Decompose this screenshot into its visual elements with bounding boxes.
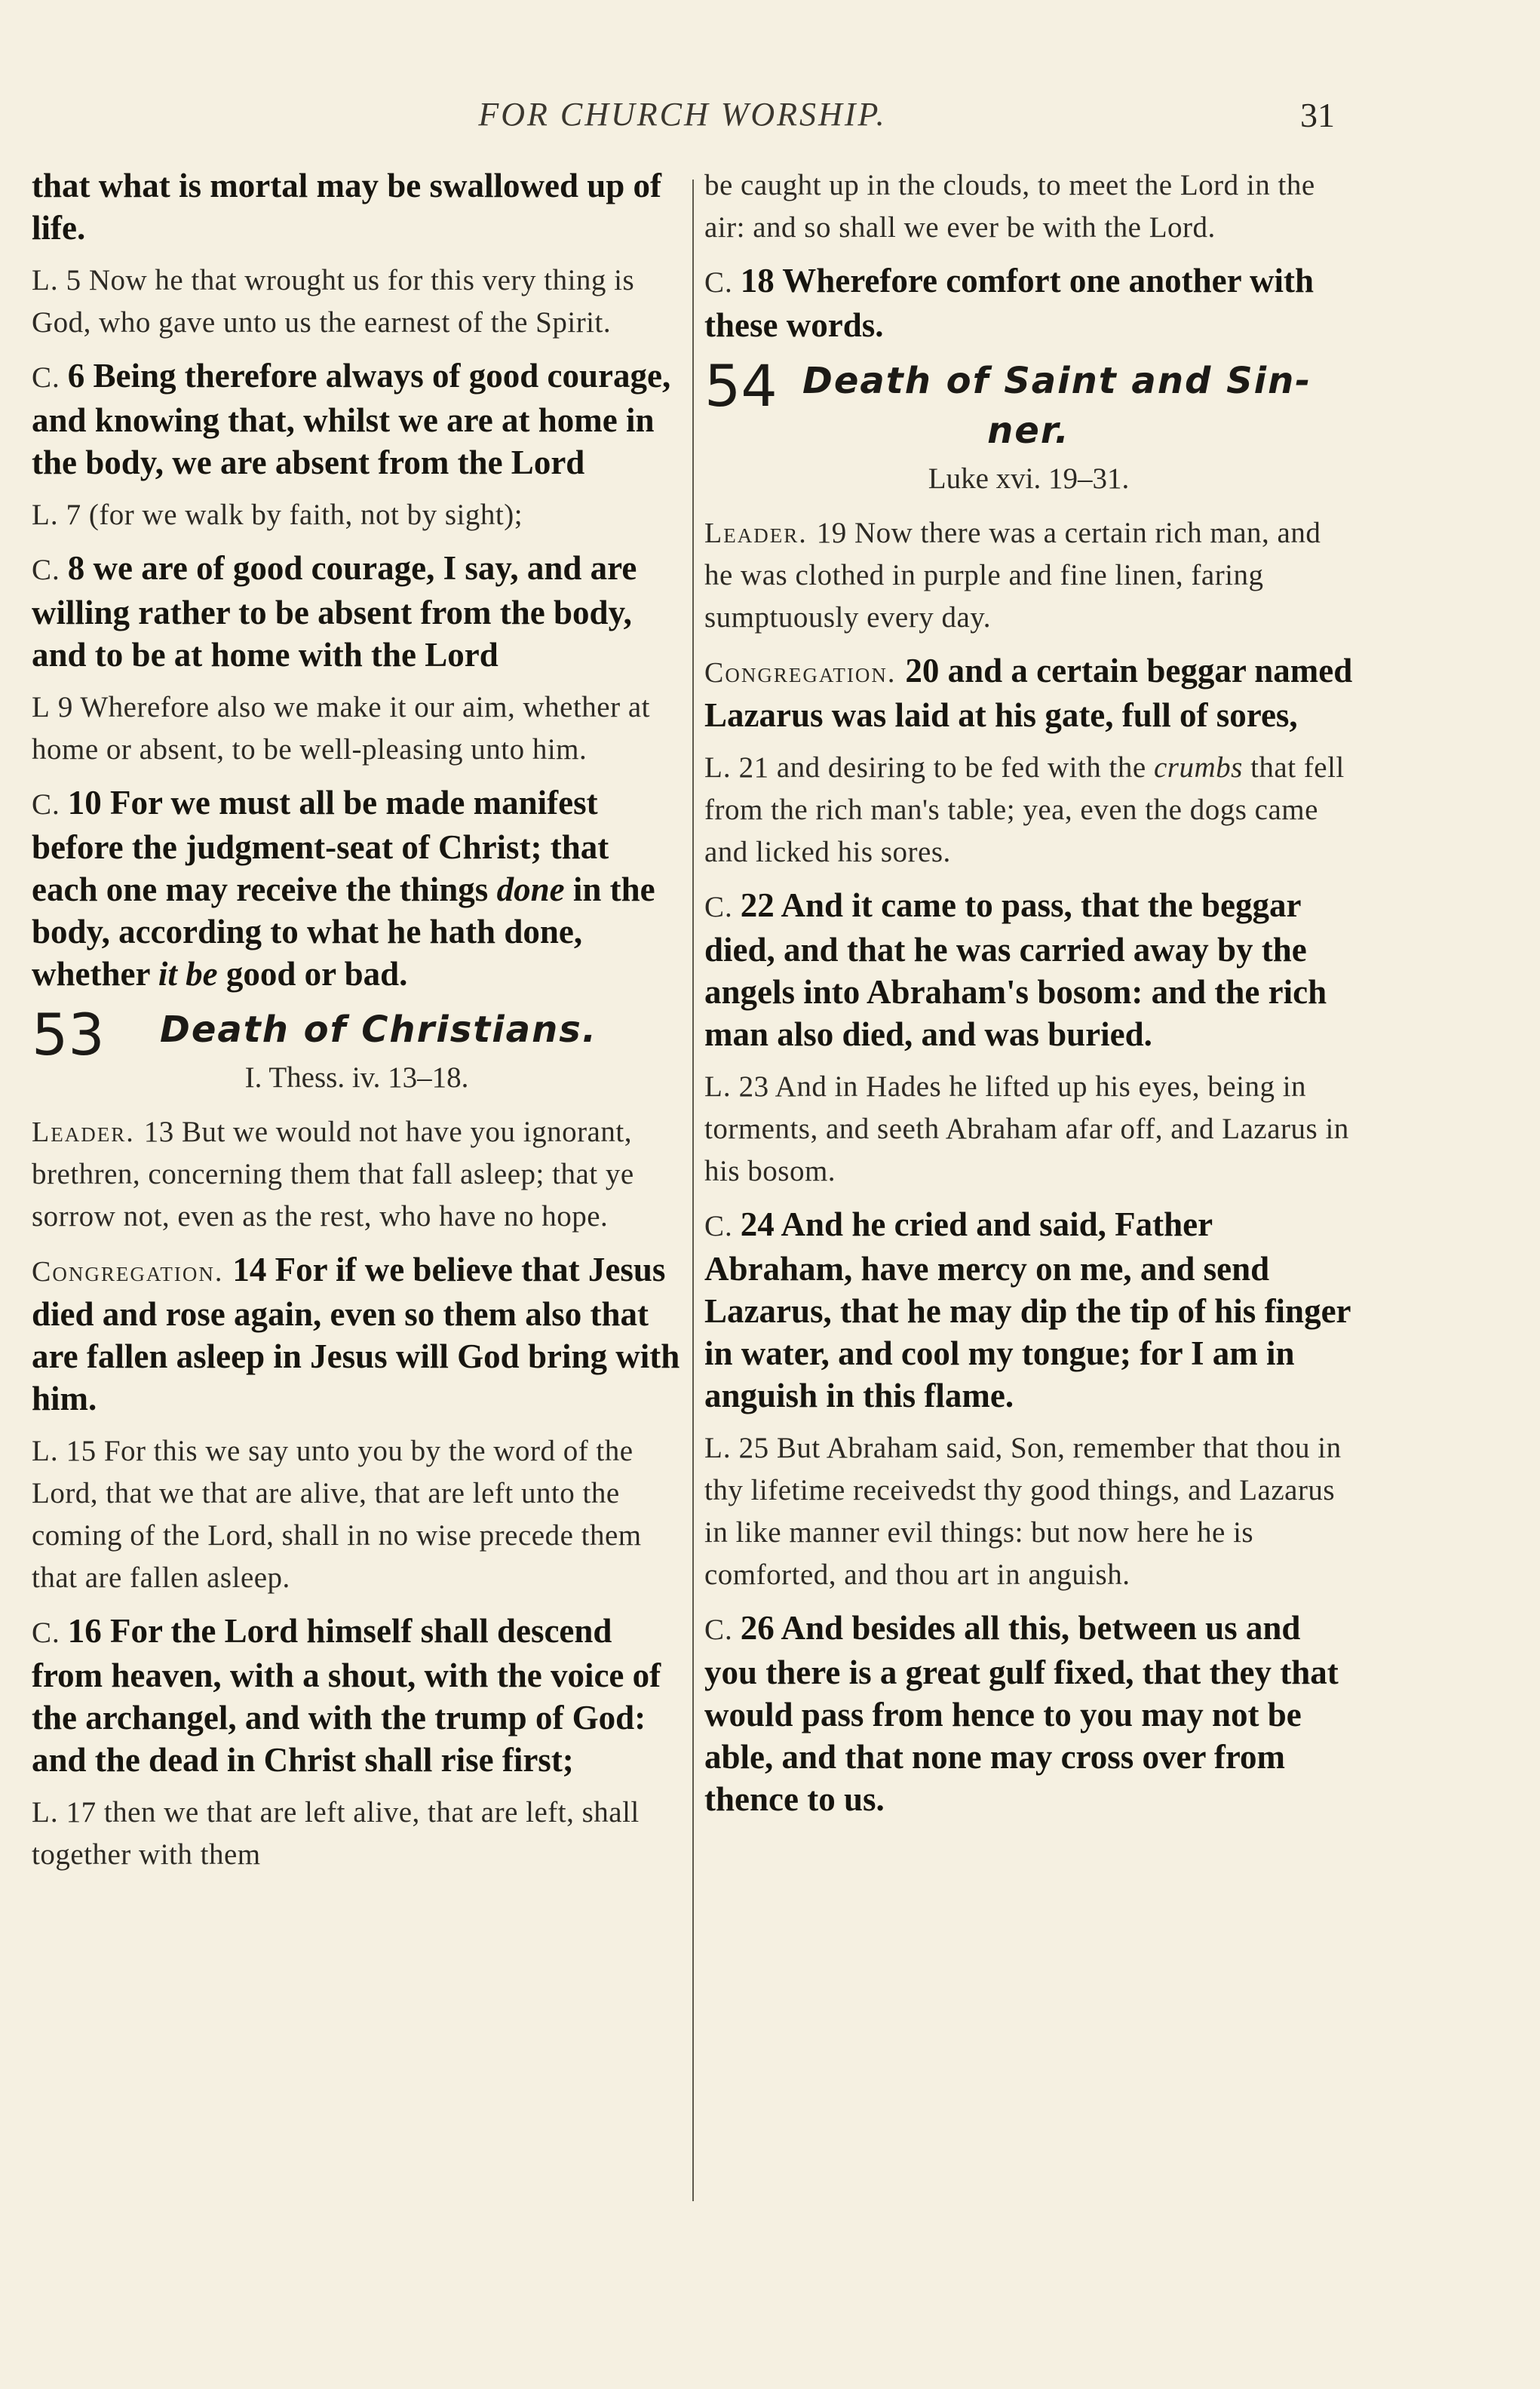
verse-paragraph: L. 17 then we that are left alive, that are left, shall together with them <box>32 1796 640 1871</box>
verse-paragraph: C. 26 And besides all this, between us and you there is a great gulf fixed, that they that would pass from hence to you may not be able, and that none may cross over from thence to us. <box>704 1609 1339 1818</box>
verse-paragraph: C. 24 And he cried and said, Father Abraham, have mercy on me, and send Lazarus, that he may dip the tip of his finger in water, and cool my tongue; for I am in anguish in this flame. <box>704 1205 1351 1414</box>
verse-paragraph: L 9 Wherefore also we make it our aim, whether at home or absent, to be well-pleasing unto him. <box>32 691 650 766</box>
speaker-label: L. <box>32 1796 59 1829</box>
verse-paragraph: L. 23 And in Hades he lifted up his eyes, being in torments, and seeth Abraham afar off, and Lazarus in his bosom. <box>704 1070 1349 1187</box>
verse-paragraph: C. 22 And it came to pass, that the beggar died, and that he was carried away by the angels into Abraham's bosom: and the rich man also died, and was buried. <box>704 886 1327 1053</box>
verse-paragraph: C. 6 Being therefore always of good courage, and knowing that, whilst we are at home in the body, we are absent from the Lord <box>32 357 671 481</box>
running-title: FOR CHURCH WORSHIP. <box>478 96 887 133</box>
speaker-label: Leader. <box>704 517 808 549</box>
verse-paragraph: Leader. 13 But we would not have you ignorant, brethren, concerning them that fall asleep; that ye sorrow not, even as the rest, who have no hope. <box>32 1116 634 1233</box>
verse-paragraph: Congregation. 20 and a certain beggar named Lazarus was laid at his gate, full of sores, <box>704 652 1353 734</box>
section-number: 54 <box>704 352 778 419</box>
speaker-label: C. <box>704 1614 733 1646</box>
speaker-label: C. <box>704 266 733 299</box>
speaker-label: L. <box>704 1432 732 1464</box>
speaker-label: Congregation. <box>32 1256 224 1288</box>
speaker-label: L <box>32 691 51 723</box>
speaker-label: C. <box>32 554 60 586</box>
section-number: 53 <box>32 1001 105 1068</box>
page-number: 31 <box>1300 96 1335 134</box>
section-heading <box>704 352 1353 419</box>
speaker-label: C. <box>704 891 733 923</box>
verse-paragraph: be caught up in the clouds, to meet the Lord in the air: and so shall we ever be with the Lord. <box>704 169 1315 244</box>
verse-paragraph: C. 16 For the Lord himself shall descend from heaven, with a shout, with the voice of the archangel, and with the trump of God: and the dead in Christ shall rise first; <box>32 1612 661 1779</box>
section-heading <box>32 1001 682 1068</box>
speaker-label: L. <box>32 1435 59 1467</box>
verse-paragraph: C. 18 Wherefore comfort one another with these words. <box>704 262 1315 344</box>
speaker-label: L. <box>32 264 59 296</box>
speaker-label: C. <box>32 788 60 821</box>
verse-paragraph: Leader. 19 Now there was a certain rich man, and he was clothed in purple and fine linen, faring sumptuously every day. <box>704 517 1321 634</box>
verse-paragraph: L. 5 Now he that wrought us for this very thing is God, who gave unto us the earnest of the Spirit. <box>32 264 635 339</box>
column-divider <box>692 180 694 2201</box>
verse-paragraph: L. 15 For this we say unto you by the word of the Lord, that we that are alive, that are left unto the coming of the Lord, shall in no wise precede them that are fallen asleep. <box>32 1435 642 1594</box>
left-column <box>32 164 682 1887</box>
section-title: Death of Christians. <box>160 1009 598 1051</box>
speaker-label: C. <box>704 1210 733 1242</box>
verse-paragraph: L. 25 But Abraham said, Son, remember that thou in thy lifetime receivedst thy good things, and Lazarus in like manner evil things: but now here he is comforted, and thou art in anguish. <box>704 1432 1342 1591</box>
verse-paragraph: C. 10 For we must all be made manifest before the judgment-seat of Christ; that each one may receive the things done in the body, according to what he hath done, whether it be good or bad. <box>32 784 655 993</box>
speaker-label: C. <box>32 361 60 394</box>
speaker-label: L. <box>704 751 732 784</box>
speaker-label: L. <box>32 499 59 531</box>
right-column <box>704 164 1353 1831</box>
speaker-label: Leader. <box>32 1116 135 1148</box>
page-header <box>30 95 1335 148</box>
speaker-label: Congregation. <box>704 657 897 689</box>
scripture-reference: I. Thess. iv. 13–18. <box>244 1061 469 1094</box>
verse-paragraph: C. 8 we are of good courage, I say, and are willing rather to be absent from the body, and to be at home with the Lord <box>32 549 637 674</box>
scripture-reference: Luke xvi. 19–31. <box>928 462 1130 495</box>
section-title: Death of Saint and Sin- <box>802 360 1312 402</box>
verse-paragraph: that what is mortal may be swallowed up of life. <box>32 167 662 247</box>
section-title-continued: ner. <box>987 410 1070 452</box>
verse-paragraph: L. 7 (for we walk by faith, not by sight); <box>32 499 523 531</box>
speaker-label: L. <box>704 1070 732 1103</box>
verse-paragraph: Congregation. 14 For if we believe that Jesus died and rose again, even so them also that are fallen asleep in Jesus will God bring with him. <box>32 1251 680 1417</box>
speaker-label: C. <box>32 1617 60 1649</box>
verse-paragraph: L. 21 and desiring to be fed with the crumbs that fell from the rich man's table; yea, even the dogs came and licked his sores. <box>704 751 1345 868</box>
